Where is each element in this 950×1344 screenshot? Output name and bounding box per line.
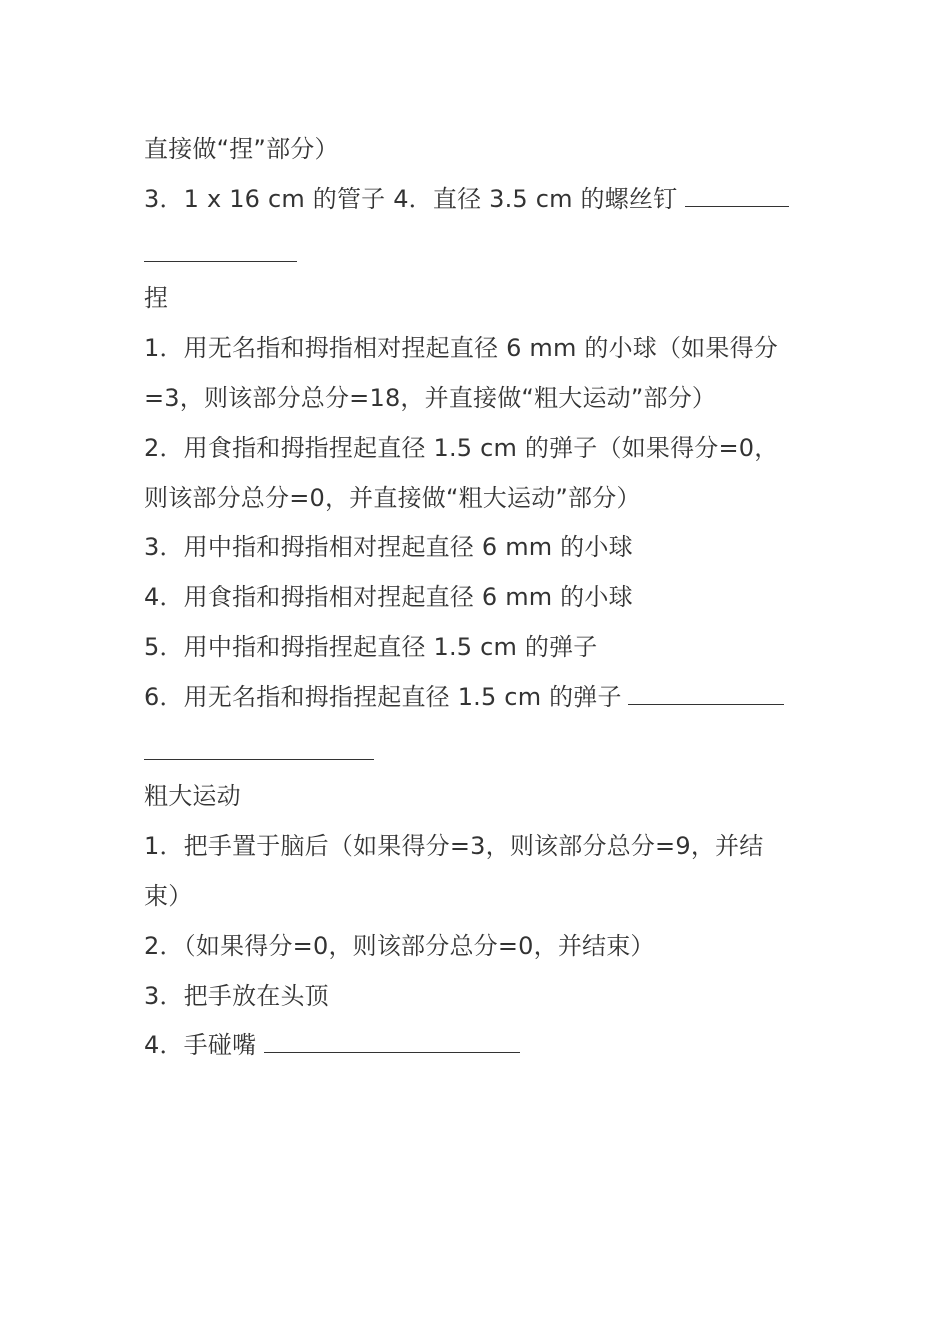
section-heading-pinch — [144, 274, 810, 324]
text-line — [144, 324, 810, 374]
line-text: 6．用无名指和拇指捏起直径 1.5 cm 的弹子 — [144, 682, 622, 711]
line-text: 2．用食指和拇指捏起直径 1.5 cm 的弹子（如果得分=0， — [144, 433, 779, 462]
line-text: 4．用食指和拇指相对捏起直径 6 mm 的小球 — [144, 583, 633, 612]
section-title: 粗大运动 — [144, 782, 241, 811]
answer-blank-line — [144, 225, 810, 275]
line-text: 3．用中指和拇指相对捏起直径 6 mm 的小球 — [144, 533, 633, 562]
section-title: 捏 — [144, 284, 169, 313]
text-line — [144, 374, 810, 424]
text-line — [144, 424, 810, 474]
line-text: 2．（如果得分=0，则该部分总分=0，并结束） — [144, 931, 655, 960]
line-text: 1．用无名指和拇指相对捏起直径 6 mm 的小球（如果得分 — [144, 334, 778, 363]
answer-blank-line — [144, 723, 810, 773]
text-line-with-blank — [144, 673, 810, 723]
text-line — [144, 872, 810, 922]
text-line — [144, 623, 810, 673]
answer-blank[interactable] — [628, 680, 784, 705]
line-text: 束） — [144, 881, 193, 910]
answer-blank[interactable] — [144, 261, 297, 262]
answer-blank[interactable] — [264, 1028, 520, 1053]
text-line — [144, 573, 810, 623]
text-line-with-blank — [144, 1021, 810, 1071]
text-line — [144, 972, 810, 1022]
document-body — [144, 125, 810, 1071]
line-text: 直接做“捏”部分） — [144, 135, 339, 163]
line-text: 5．用中指和拇指捏起直径 1.5 cm 的弹子 — [144, 632, 598, 661]
line-text: 3．1 x 16 cm 的管子 4．直径 3.5 cm 的螺丝钉 — [144, 184, 678, 213]
answer-blank[interactable] — [685, 182, 789, 207]
text-line — [144, 822, 810, 872]
text-line-with-blank — [144, 175, 810, 225]
line-text: 则该部分总分=0，并直接做“粗大运动”部分） — [144, 483, 641, 512]
line-text: 3．把手放在头顶 — [144, 981, 329, 1010]
line-text: 4．手碰嘴 — [144, 1031, 257, 1060]
line-text: =3，则该部分总分=18，并直接做“粗大运动”部分） — [144, 383, 717, 412]
text-line — [144, 922, 810, 972]
text-line — [144, 474, 810, 524]
text-line — [144, 125, 810, 175]
text-line — [144, 523, 810, 573]
line-text: 1．把手置于脑后（如果得分=3，则该部分总分=9，并结 — [144, 832, 764, 861]
section-heading-gross-motor — [144, 772, 810, 822]
answer-blank[interactable] — [144, 759, 374, 760]
